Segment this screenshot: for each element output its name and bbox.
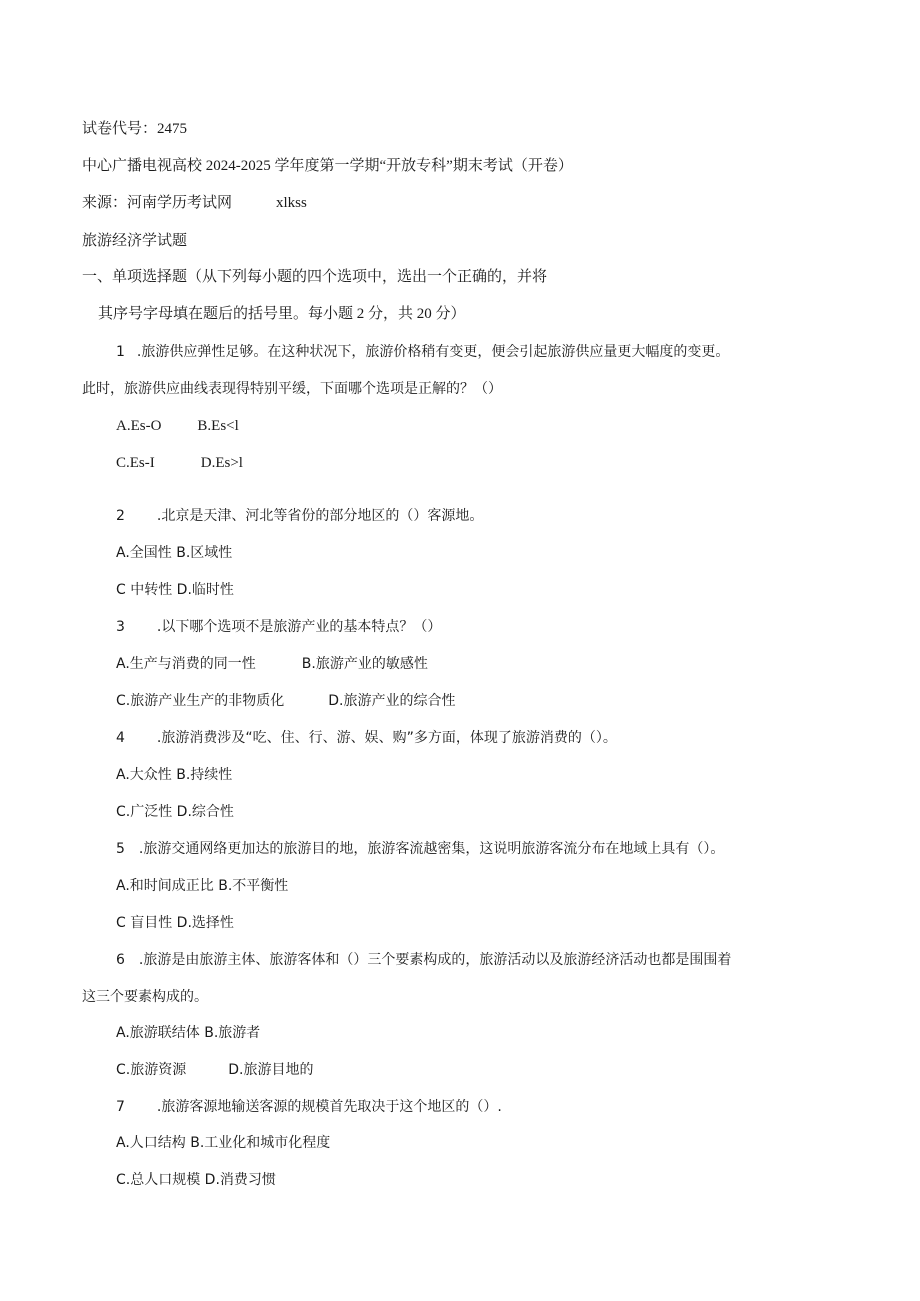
option-d: D.旅游产业的综合性	[328, 693, 456, 709]
q6-options-row-2	[116, 1061, 313, 1079]
question-text: .旅游供应弹性足够。在这种状况下，旅游价格稍有变更，便会引起旅游供应量更大幅度的变更。	[136, 344, 730, 360]
q1-options-row-2	[116, 454, 243, 472]
option-a: A.Es-O	[116, 418, 162, 434]
q4-options-row-2: C.广泛性 D.综合性	[116, 804, 234, 820]
question-5	[116, 840, 724, 858]
source-tag: xlkss	[276, 195, 307, 211]
option-d: D.Es>l	[200, 455, 243, 471]
option-c: C.Es-I	[116, 455, 155, 471]
option-b: B.Es<l	[197, 418, 239, 434]
subject-title: 旅游经济学试题	[82, 233, 188, 249]
source-label: 来源：河南学历考试网	[82, 195, 233, 211]
q7-options-row-2: C.总人口规模 D.消费习惯	[116, 1172, 276, 1188]
question-text: .旅游是由旅游主体、旅游客体和（）三个要素构成的，旅游活动以及旅游经济活动也都是围围着	[138, 952, 732, 968]
q6-options-row-1: A.旅游联结体 B.旅游者	[116, 1025, 261, 1041]
q7-options-row-1: A.人口结构 B.工业化和城市化程度	[116, 1135, 331, 1151]
q5-options-row-2: C 盲目性 D.选择性	[116, 915, 234, 931]
question-7	[116, 1098, 502, 1116]
question-number: 3	[116, 619, 125, 635]
question-text: .北京是天津、河北等省份的部分地区的（）客源地。	[156, 508, 484, 524]
q5-options-row-1: A.和时间成正比 B.不平衡性	[116, 878, 289, 894]
question-text: .旅游交通网络更加达的旅游目的地，旅游客流越密集，这说明旅游客流分布在地域上具有（）。	[138, 841, 725, 857]
option-c: C.旅游产业生产的非物质化	[116, 693, 285, 709]
source-line	[82, 194, 307, 212]
question-6-cont: 这三个要素构成的。	[82, 989, 208, 1005]
option-c: C.旅游资源	[116, 1062, 187, 1078]
question-6	[116, 951, 731, 969]
q1-options-row-1	[116, 417, 239, 435]
school-title: 中心广播电视高校 2024-2025 学年度第一学期“开放专科”期末考试（开卷）	[82, 158, 573, 174]
question-1	[116, 343, 729, 361]
question-3	[116, 618, 441, 636]
q2-options-row-2: C 中转性 D.临时性	[116, 582, 234, 598]
q3-options-row-2	[116, 692, 455, 710]
q2-options-row-1: A.全国性 B.区域性	[116, 545, 233, 561]
question-2	[116, 507, 483, 525]
question-number: 1	[116, 344, 125, 360]
question-text: .以下哪个选项不是旅游产业的基本特点？（）	[156, 619, 442, 635]
option-a: A.生产与消费的同一性	[116, 656, 256, 672]
question-number: 5	[116, 841, 125, 857]
question-text: .旅游客源地输送客源的规模首先取决于这个地区的（）.	[156, 1099, 502, 1115]
section-title-cont: 其序号字母填在题后的括号里。每小题 2 分，共 20 分）	[98, 306, 466, 322]
question-number: 7	[116, 1099, 125, 1115]
question-number: 2	[116, 508, 125, 524]
question-text: .旅游消费涉及“吃、住、行、游、娱、购”多方面，体现了旅游消费的（）。	[156, 730, 617, 746]
section-title: 一、单项选择题（从下列每小题的四个选项中，选出一个正确的，并将	[82, 269, 548, 285]
option-b: B.旅游产业的敏感性	[301, 656, 428, 672]
option-d: D.旅游目地的	[228, 1062, 314, 1078]
question-4	[116, 729, 617, 747]
question-number: 6	[116, 952, 125, 968]
question-number: 4	[116, 730, 125, 746]
q3-options-row-1	[116, 655, 428, 673]
q4-options-row-1: A.大众性 B.持续性	[116, 767, 233, 783]
exam-code: 试卷代号：2475	[82, 121, 188, 137]
question-1-cont: 此时，旅游供应曲线表现得特别平缓，下面哪个选项是正解的？（）	[82, 381, 502, 397]
